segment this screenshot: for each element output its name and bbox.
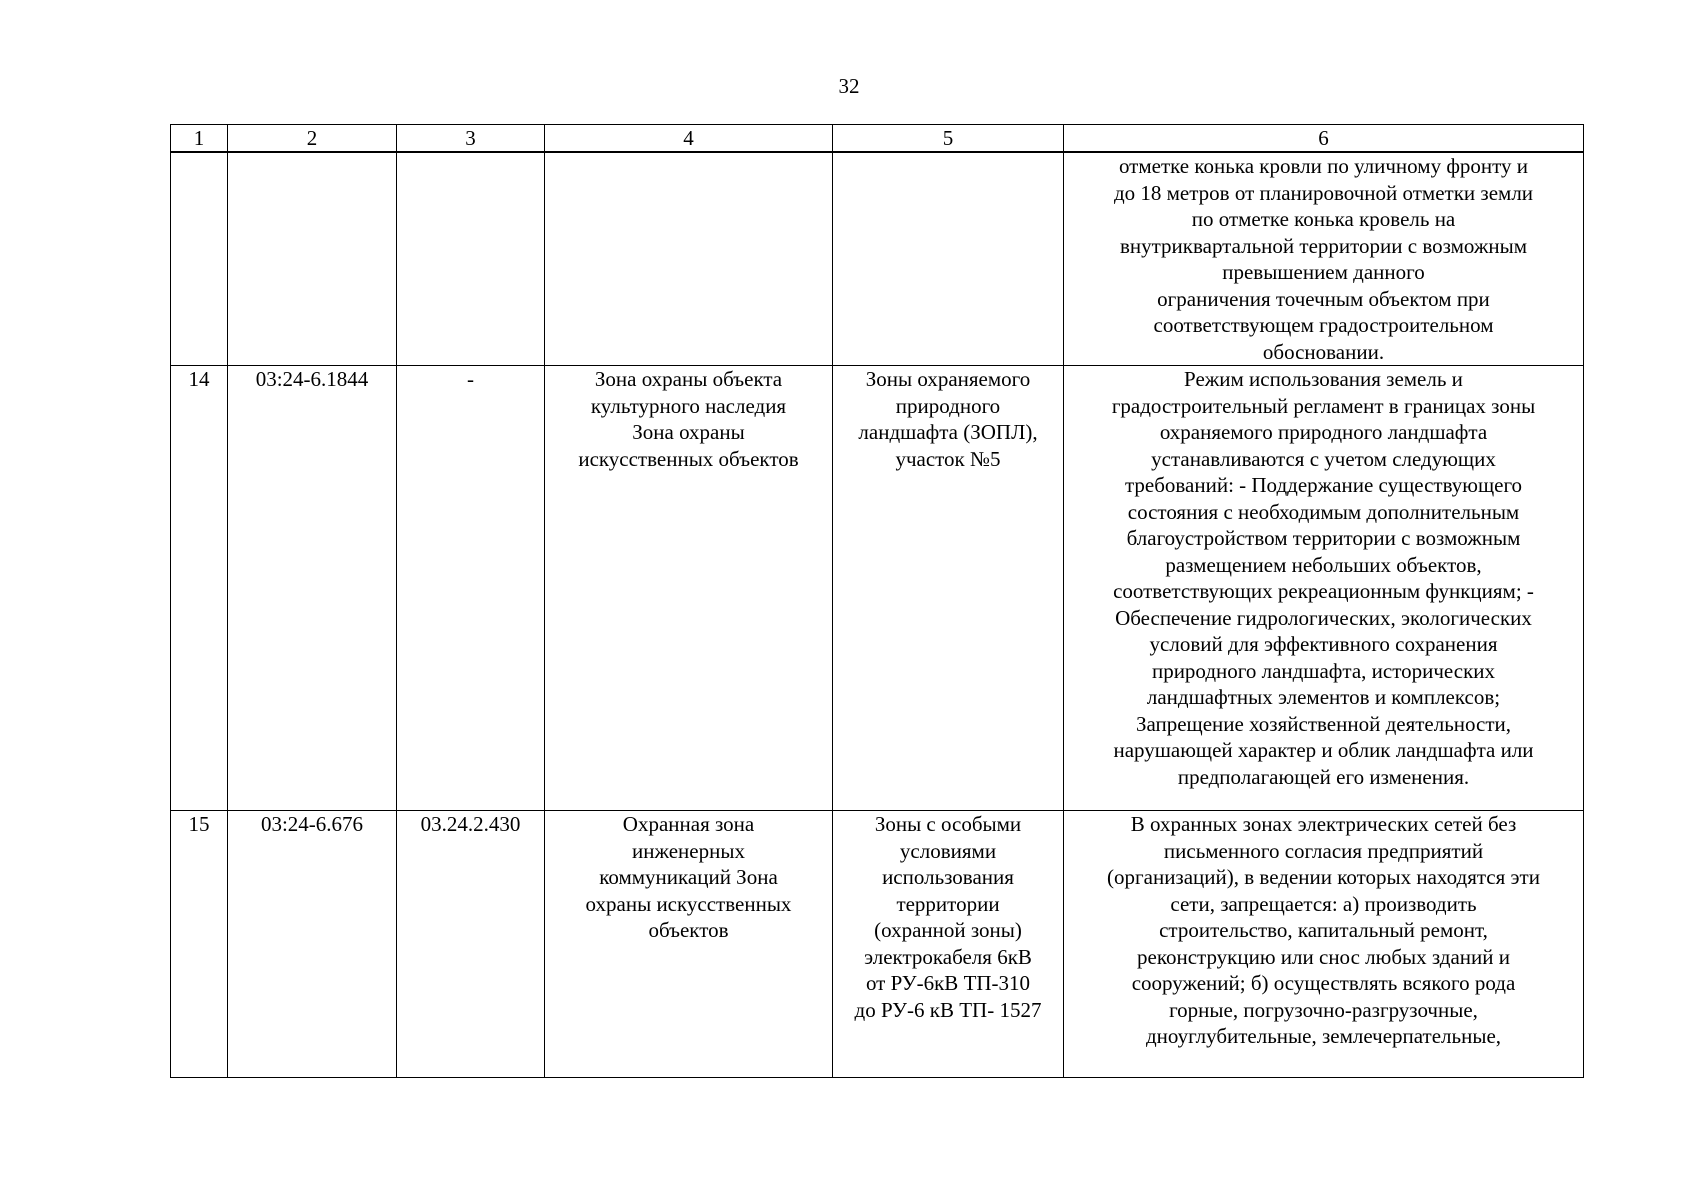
table-header-row <box>171 125 1584 153</box>
zone-name-cell <box>833 152 1064 366</box>
row-number-cell: 14 <box>171 366 228 811</box>
cadastral-number-cell: 03:24-6.1844 <box>228 366 397 811</box>
regulation-cell: Режим использования земель и градостроительный регламент в границах зоны охраняемого природного ландшафта устанавливаются с учетом следующих требований: - Поддержание существующего состояния с необходимым дополнительным благоустройством территории с возможным размещением небольших объектов, соответствующих рекреационным функциям; - Обеспечение гидрологических, экологических условий для эффективного сохранения природного ландшафта, исторических ландшафтных элементов и комплексов; Запрещение хозяйственной деятельности, нарушающей характер и облик ландшафта или предполагающей его изменения. <box>1064 366 1584 811</box>
regulation-cell: В охранных зонах электрических сетей без письменного согласия предприятий (организаций), в ведении которых находятся эти сети, запрещается: а) производить строительство, капитальный ремонт, реконструкцию или снос любых зданий и сооружений; б) осуществлять всякого рода горные, погрузочно-разгрузочные, дноуглубительные, землечерпательные, <box>1064 811 1584 1078</box>
column-header: 6 <box>1064 125 1584 153</box>
zone-type-cell <box>545 152 833 366</box>
registry-number-cell <box>397 152 545 366</box>
registry-number-cell: 03.24.2.430 <box>397 811 545 1078</box>
column-header: 1 <box>171 125 228 153</box>
column-header: 4 <box>545 125 833 153</box>
table-row <box>171 152 1584 366</box>
zone-type-cell: Зона охраны объекта культурного наследия Зона охраны искусственных объектов <box>545 366 833 811</box>
page-number: 32 <box>838 74 860 98</box>
zone-name-cell: Зоны с особыми условиями использования территории (охранной зоны) электрокабеля 6кВ от РУ-6кВ ТП-310 до РУ-6 кВ ТП- 1527 <box>833 811 1064 1078</box>
table-row <box>171 366 1584 811</box>
column-header: 2 <box>228 125 397 153</box>
zones-table <box>170 124 1584 1078</box>
cadastral-number-cell <box>228 152 397 366</box>
cadastral-number-cell: 03:24-6.676 <box>228 811 397 1078</box>
column-header: 3 <box>397 125 545 153</box>
zone-name-cell: Зоны охраняемого природного ландшафта (ЗОПЛ), участок №5 <box>833 366 1064 811</box>
regulation-cell: отметке конька кровли по уличному фронту и до 18 метров от планировочной отметки земли по отметке конька кровель на внутриквартальной территории с возможным превышением данного ограничения точечным объектом при соответствующем градостроительном обосновании. <box>1064 152 1584 366</box>
table-row <box>171 811 1584 1078</box>
row-number-cell: 15 <box>171 811 228 1078</box>
registry-number-cell: - <box>397 366 545 811</box>
zone-type-cell: Охранная зона инженерных коммуникаций Зона охраны искусственных объектов <box>545 811 833 1078</box>
row-number-cell <box>171 152 228 366</box>
column-header: 5 <box>833 125 1064 153</box>
